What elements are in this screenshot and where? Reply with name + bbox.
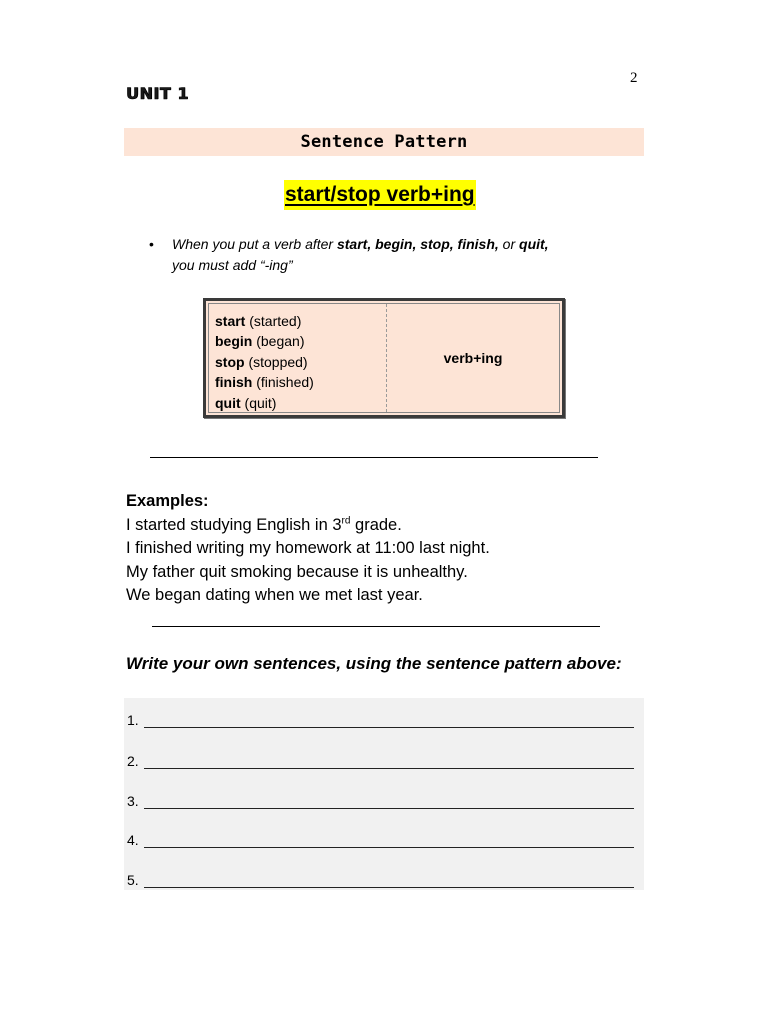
answer-line[interactable] [127, 712, 634, 728]
answer-line[interactable] [127, 753, 634, 769]
page-number: 2 [630, 70, 638, 86]
bullet-icon: • [149, 236, 154, 252]
example-sentence: We began dating when we met last year. [126, 586, 423, 604]
example-sentence: My father quit smoking because it is unhealthy. [126, 562, 468, 581]
rule-verbs: start, begin, stop, finish, [336, 236, 499, 252]
verb-row [215, 352, 386, 372]
answer-blank[interactable] [144, 713, 634, 728]
answer-blank[interactable] [144, 794, 634, 809]
answer-area [124, 698, 644, 890]
example-sentence [126, 514, 490, 538]
verb-base: begin [215, 333, 253, 350]
answer-line[interactable] [127, 793, 634, 809]
example-sentence-end: grade. [350, 515, 402, 534]
exercise-prompt: Write your own sentences, using the sentence pattern above: [126, 654, 622, 673]
verb-base: start [215, 313, 246, 329]
rule-text [149, 234, 639, 276]
verb-row [215, 372, 386, 392]
verb-past: (began) [256, 333, 305, 350]
section-title: Sentence Pattern [300, 132, 468, 152]
rule-last-verb: quit, [519, 236, 549, 252]
verb-past: (quit) [244, 394, 277, 411]
answer-number: 5. [127, 872, 139, 888]
divider-line [152, 626, 600, 627]
example-sentence-start: I started studying English in 3 [126, 515, 342, 534]
verb-past: (started) [249, 313, 302, 329]
section-header-band [124, 128, 644, 156]
answer-line[interactable] [127, 872, 634, 888]
verb-result-cell: verb+ing [443, 350, 503, 366]
verb-row [215, 331, 386, 351]
verb-past: (finished) [256, 374, 314, 391]
verb-table [203, 298, 565, 418]
rule-bullet-item [149, 234, 639, 276]
example-sentence: I finished writing my homework at 11:00 last night. [126, 539, 490, 557]
rule-text-before: When you put a verb after [172, 236, 337, 252]
answer-number: 1. [127, 712, 139, 728]
verb-past: (stopped) [248, 353, 308, 370]
unit-title: UNIT 1 [126, 84, 189, 103]
ordinal-suffix: rd [341, 515, 351, 526]
pattern-title: start/stop verb+ing [284, 180, 476, 210]
verb-list-cell [209, 304, 387, 412]
examples-heading: Examples: [126, 492, 209, 510]
answer-line[interactable] [127, 832, 634, 848]
verb-base: finish [215, 374, 253, 391]
rule-text-or: or [498, 236, 520, 252]
answer-number: 3. [127, 793, 139, 809]
verb-row [215, 311, 386, 331]
verb-base: quit [215, 394, 241, 411]
answer-number: 2. [127, 753, 139, 769]
verb-base: stop [215, 353, 245, 370]
rule-text-after: you must add “-ing” [172, 257, 293, 273]
answer-blank[interactable] [144, 873, 634, 888]
answer-number: 4. [127, 832, 139, 848]
divider-line [150, 457, 598, 458]
answer-blank[interactable] [144, 754, 634, 769]
verb-row [215, 393, 386, 413]
answer-blank[interactable] [144, 833, 634, 848]
examples-block [126, 490, 490, 608]
